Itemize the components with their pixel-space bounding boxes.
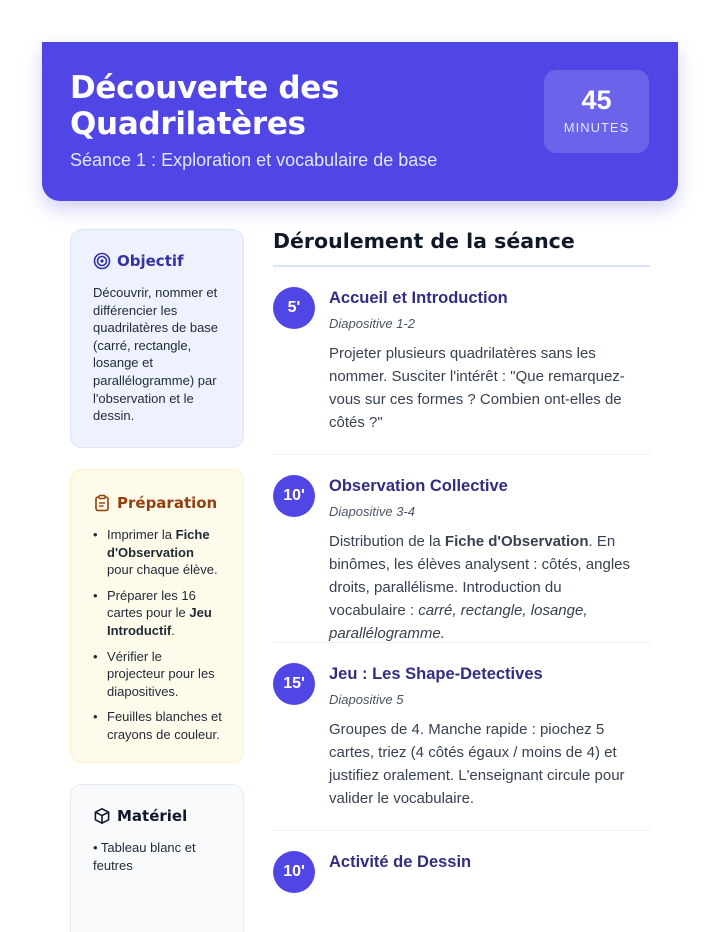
duration-value: 45 (581, 85, 612, 115)
page-subtitle: Séance 1 : Exploration et vocabulaire de base (70, 150, 438, 170)
page-title: Découverte des Quadrilatères (70, 70, 340, 142)
section-title: Déroulement de la séance (273, 229, 650, 267)
step-title: Accueil et Introduction (329, 289, 508, 307)
objective-card (70, 229, 244, 448)
step-slide: Diapositive 1-2 (329, 316, 415, 331)
step-slide: Diapositive 5 (329, 692, 404, 707)
step-description: Distribution de la Fiche d'Observation. En binômes, les élèves analysent : côtés, angles droits, parallélisme. Introduction du vocabulaire : carré, rectangle, losange, parallélogramme. (329, 533, 631, 642)
list-item: • Préparer les 16 cartes pour le Jeu Introductif. (107, 587, 223, 640)
divider (273, 454, 650, 455)
step-description: Groupes de 4. Manche rapide : piochez 5 cartes, triez (4 côtés égaux / moins de 4) et justifiez oralement. L'enseignant circule pour valider le vocabulaire. (329, 721, 625, 807)
list-item: • Imprimer la Fiche d'Observation pour chaque élève. (107, 526, 223, 579)
clipboard-icon (93, 494, 111, 512)
objective-title: Objectif (117, 252, 184, 270)
time-badge: 10' (273, 851, 315, 893)
list-item: • Vérifier le projecteur pour les diapositives. (107, 648, 223, 701)
material-card (70, 784, 244, 932)
step-title: Observation Collective (329, 477, 508, 495)
material-text: • Tableau blanc et feutres (93, 840, 196, 873)
material-title: Matériel (117, 807, 188, 825)
objective-text: Découvrir, nommer et différencier les quadrilatères de base (carré, rectangle, losange et parallélogramme) par l'observation et le dessin. (93, 285, 219, 424)
duration-unit: MINUTES (563, 120, 630, 135)
preparation-title: Préparation (117, 494, 218, 512)
time-badge: 15' (273, 663, 315, 705)
material-heading (93, 807, 223, 825)
divider (273, 642, 650, 643)
session-header (42, 42, 678, 201)
time-badge: 10' (273, 475, 315, 517)
step-description: Projeter plusieurs quadrilatères sans les nommer. Susciter l'intérêt : "Que remarquez-vous sur ces formes ? Combien ont-elles de côtés ?" (329, 345, 625, 431)
step-slide: Diapositive 3-4 (329, 504, 415, 519)
preparation-card (70, 469, 244, 763)
target-icon (93, 252, 111, 270)
step-title: Jeu : Les Shape-Detectives (329, 665, 543, 683)
preparation-heading (93, 494, 223, 512)
objective-heading (93, 252, 223, 270)
list-item: • Feuilles blanches et crayons de couleur. (107, 708, 223, 743)
preparation-list (93, 526, 223, 744)
duration-badge (544, 70, 649, 153)
divider (273, 830, 650, 831)
time-badge: 5' (273, 287, 315, 329)
step-title: Activité de Dessin (329, 853, 472, 871)
box-icon (93, 807, 111, 825)
